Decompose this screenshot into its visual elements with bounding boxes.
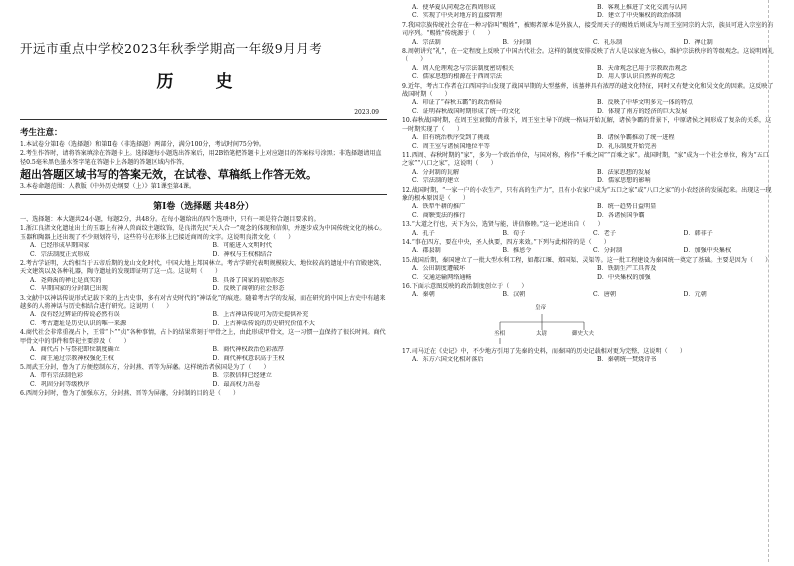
answer-option: B．上古神话传说可为历史提供补充 <box>212 311 309 319</box>
answer-option: A．东方六国文化相对落后 <box>412 356 484 364</box>
answer-option: B．分封制 <box>502 38 532 46</box>
answer-option: D．建立了中央集权的政治体制 <box>597 12 682 20</box>
answer-option: B．诸侯争霸推动了统一进程 <box>597 134 675 142</box>
answer-option: B．商代神权政治色彩浓厚 <box>212 346 285 354</box>
answer-option: A．没有经过辨证的传说必然有误 <box>30 311 120 319</box>
answer-option: A．已经形成早期国家 <box>30 242 90 250</box>
answer-option: C．周王室与诸侯国地位平等 <box>412 142 490 150</box>
option-group <box>402 39 774 47</box>
answer-option: A．郡县制 <box>412 247 441 255</box>
answer-option: C．证明春秋战国时期形成了统一的文化 <box>412 107 521 115</box>
answer-option: D．中央集权的加强 <box>597 273 651 281</box>
answer-option: D．韩非子 <box>683 229 713 237</box>
answer-option: D．儒家思想的影响 <box>597 177 651 185</box>
answer-option: C．交通运输网络通畅 <box>412 273 472 281</box>
option-group <box>402 4 774 21</box>
answer-option: A．带有宗法制色彩 <box>30 372 84 380</box>
answer-option: C．早期国家的分封制已出现 <box>30 285 108 293</box>
answer-option: C．巩固分封等级秩序 <box>30 380 90 388</box>
answer-option: C．唐朝 <box>593 291 616 299</box>
option-group <box>20 242 387 259</box>
answer-option: C．商王通过宗教神权强化王权 <box>30 354 114 362</box>
exam-date: 2023.09 <box>354 108 379 116</box>
question-stem: 3.文献中以神话传说形式记载下来的上古史事，多有对古史时代的“神话化”的痕迹。随着考古学的发展，而在研究的中国上古史中有越来越多的人将神话与历史相结合进行研究。这说明（ ） <box>20 294 386 311</box>
answer-option: D．反映了商朝的社会形态 <box>212 285 285 293</box>
answer-option: D．上古神话传说的历史研究价值不大 <box>212 319 315 327</box>
option-group <box>402 65 774 82</box>
answer-option: C．儒家思想的根源在于西周宗法 <box>412 73 502 81</box>
left-column <box>20 0 387 562</box>
question-stem: 4.商代社会非常重视占卜，王常“卜”“贞”各种事情，占卜的结果常刻于甲骨之上，由此形成甲骨文，这一习惯一直保持了很长时间。商代甲骨文中的事件和祭祀主要涉及（ ） <box>20 329 386 345</box>
answer-option: B．秦朝统一焚烧诗书 <box>597 356 657 364</box>
divider <box>20 194 387 195</box>
question-stem: 10.春秋战国时期，在周王室衰微的背景下，周王室主导下的统一格局开始瓦解，诸侯争霸的背景下，中原诸侯之间形成了复杂的关系，这一时期实现了（ ） <box>402 117 772 133</box>
question-stem: 12.战国时期，“一家一户的小农生产，只有高的生产力”，且有小农家户成为“五口之家”或“八口之家”的小农经济的发展起来。出现这一现象的根本原因是（ ） <box>402 186 772 202</box>
answer-option: A．分封制的瓦解 <box>412 168 460 176</box>
answer-option: A．商代占卜与祭祀即位制度确立 <box>30 346 120 354</box>
option-group <box>20 311 387 328</box>
answer-option: A．尧舜禹的禅让是真实的 <box>30 276 102 284</box>
option-group <box>20 277 387 294</box>
question-stem: 11.西周、春秋时期的“家”，多为一个政治单位，与国对称，称作“千乘之国”“百乘之家”。战国时期，“家”成为一个社会单位，称为“五口之家”“八口之家”，这说明（ ） <box>402 151 769 168</box>
answer-option: B．反映了中华文明多元一体的特点 <box>597 99 693 107</box>
notice-item: 1.本试卷分第Ⅰ卷（选择题）和第Ⅱ卷（非选择题）两部分，满分100分，考试时间75分钟。 <box>20 140 266 148</box>
question-stem: 16.下面示意图反映的政治制度创立于（ ） <box>402 283 528 290</box>
answer-option: B．客观上推进了文化交流与认同 <box>597 4 687 11</box>
notice-item: 2.考生作答时，请将答案填涂在答题卡上。选择题每小题选出答案后，用2B铅笔把答题卡上对应题目的答案标号涂黑；非选择题请用直径0.5毫米黑色墨水签字笔在答题卡上各题的答题区域内作答， <box>20 150 382 166</box>
answer-option: C．宗法制度正式形成 <box>30 250 90 258</box>
option-group <box>402 291 774 299</box>
answer-option: B．宗教信仰已经建立 <box>212 372 272 380</box>
question-stem: 2.考古学证明，大约相当于五帝后期的龙山文化时代，中国大地上邦国林立。考古学研究表明规模较大、地位较高的遗址中有宫殿建筑、天文建筑以及各种礼器，陶寺遗址的发现即证明了这一点。这说明（ ） <box>20 260 386 276</box>
answer-option: B．统一趋势日益明显 <box>597 203 657 211</box>
answer-option: C．考古遗址是历史认识的唯一来源 <box>30 319 127 327</box>
answer-option: A．旧有统治秩序受到了挑战 <box>412 134 490 142</box>
answer-option: D．体现了南方的经济的巨大发展 <box>597 107 688 115</box>
answer-option: D．最高权力出卷 <box>212 380 261 388</box>
option-group <box>402 356 774 364</box>
diagram-node-taiwei: 太尉 <box>536 330 548 337</box>
diagram-node-chancellor: 丞相 <box>494 330 506 337</box>
answer-option: A．铁犁牛耕的推广 <box>412 203 466 211</box>
right-column <box>402 4 774 566</box>
option-group <box>402 99 774 116</box>
notice-item: 3.本卷命题范围：人教版《中外历史纲要（上）》第1课至第4课。 <box>20 183 196 191</box>
question-stem: 15.战国后期，秦国建立了一批大型水利工程，如都江堰、郑国渠、灵渠等。这一批工程建设为秦国统一奠定了基础。主要是因为（ ） <box>402 256 772 264</box>
answer-option: B．铁制生产工具普及 <box>597 265 657 273</box>
answer-option: C．商鞅变法的推行 <box>412 211 466 219</box>
question-stem: 5.周武王分封，鲁为了方便控制东方，分封燕、晋等为屏藩。这样统治者侯国是为了（ ） <box>20 363 270 371</box>
question-stem: 9.近年，考古工作者在江西国字山发现了战国早期的大型墓葬，该墓葬具有浓厚的越文化特征，同时又有楚文化和吴文化的因素。这反映了战国时期（ ） <box>402 82 774 99</box>
answer-option: C．实现了中央对地方的直接管理 <box>412 12 502 20</box>
option-group <box>402 169 774 186</box>
divider <box>20 119 387 120</box>
government-diagram <box>472 302 612 346</box>
answer-option: A．公田制度遭破坏 <box>412 265 466 273</box>
option-group <box>402 203 774 220</box>
answer-option: C．宗法制的建立 <box>412 177 460 185</box>
option-group <box>402 265 774 282</box>
answer-option: A．印证了“春秋五霸”的政治格局 <box>412 99 502 107</box>
question-stem: 6.西周分封时，鲁为了加强东方，分封燕、晋等为屏藩，分封制的目的是（ ） <box>20 390 240 398</box>
binding-line <box>768 0 770 562</box>
notice-heading: 考生注意： <box>20 127 63 138</box>
answer-option: D．元朝 <box>683 291 707 299</box>
question-stem: 1.浙江良渚文化遗址出土的玉器上有神人兽面纹主题纹饰，是良渚先民“天人合一”观念的体现和信仰，并逐步成为中国传统文化的核心。玉器和陶器上还出现了不少刻划符号，这些符号在形体上已接近商周的文字。这说明良渚文化（ ） <box>20 225 386 241</box>
answer-option: A．宗法制 <box>412 38 441 46</box>
option-group <box>402 230 774 238</box>
question-stem: 8.周朝讲究“礼”，在一定程度上反映了中国古代社会。这样的制度安排反映了古人是以家庭为核心，维护宗法秩序的等级观念。这说明周礼（ ） <box>402 48 774 64</box>
answer-option: B．具备了国家的初始形态 <box>212 276 285 284</box>
section-title: 第Ⅰ卷（选择题 共48分） <box>153 201 254 212</box>
answer-option: C．分封制 <box>593 247 623 255</box>
answer-option: A．秦朝 <box>412 291 435 299</box>
option-group <box>402 247 774 255</box>
diagram-node-censor: 御史大夫 <box>572 330 595 337</box>
notice-emphasis: 超出答题区域书写的答案无效，在试卷、草稿纸上作答无效。 <box>20 167 317 181</box>
answer-option: B．汉朝 <box>502 291 526 299</box>
right-question-list <box>402 4 774 365</box>
answer-option: A．孔子 <box>412 229 435 237</box>
answer-option: B．可能进入文明时代 <box>212 242 272 250</box>
left-question-list <box>20 225 387 398</box>
subject-title: 历 史 <box>156 72 251 93</box>
diagram-node-emperor: 皇帝 <box>535 304 547 311</box>
section-intro: 一、选择题：本大题共24小题，每题2分，共48分。在每小题给出的四个选项中，只有一项是符合题目要求的。 <box>20 216 320 224</box>
question-stem: 13.“大道之行也，天下为公，选贤与能，讲信修睦。”这一论述出自（ ） <box>402 221 604 229</box>
answer-option: A．使华夏认同观念在西周形成 <box>412 4 496 11</box>
option-group <box>20 346 387 363</box>
answer-option: B．荀子 <box>502 229 526 237</box>
question-stem: 7.我国宗族传统社会存在一种习俗叫“赐姓”，被赐者原本是外族人，接受周天子的赐姓后则成为与周王室同宗的大宗，族员可进入宗室的有司序列。“赐姓”传统源于（ ） <box>402 21 774 38</box>
answer-option: B．法家思想的发展 <box>597 168 651 176</box>
answer-option: B．天命观念已用于宗教政治观念 <box>597 64 687 72</box>
answer-option: D．各诸侯国争霸 <box>597 211 645 219</box>
option-group <box>20 372 387 389</box>
answer-option: B．推恩令 <box>502 247 532 255</box>
answer-option: C．礼乐制 <box>593 38 623 46</box>
answer-option: D．加强中央集权 <box>683 247 732 255</box>
exam-title: 开远市重点中学校2023年秋季学期高一年级9月月考 <box>20 41 323 56</box>
notice-block <box>20 141 387 192</box>
answer-option: D．商代神权意识高于王权 <box>212 354 285 362</box>
answer-option: C．老子 <box>593 229 616 237</box>
answer-option: D．用人事认识自然界的观念 <box>597 73 676 81</box>
answer-option: A．周人伦理观念与宗法制度密切相关 <box>412 64 514 72</box>
answer-option: D．礼乐制度开始完善 <box>597 142 657 150</box>
question-stem: 14.“事在四方，要在中央，圣人执要，四方来效。”下列与此相符的是（ ） <box>402 238 610 246</box>
answer-option: D．神权与王权相结合 <box>212 250 273 258</box>
answer-option: D．禅让制 <box>683 38 713 46</box>
question-stem: 17.司马迁在《史记》中，不少地方引用了先秦的史料，而秦国的历史记载相对更为完整，这说明（ ） <box>402 347 686 355</box>
option-group <box>402 134 774 151</box>
